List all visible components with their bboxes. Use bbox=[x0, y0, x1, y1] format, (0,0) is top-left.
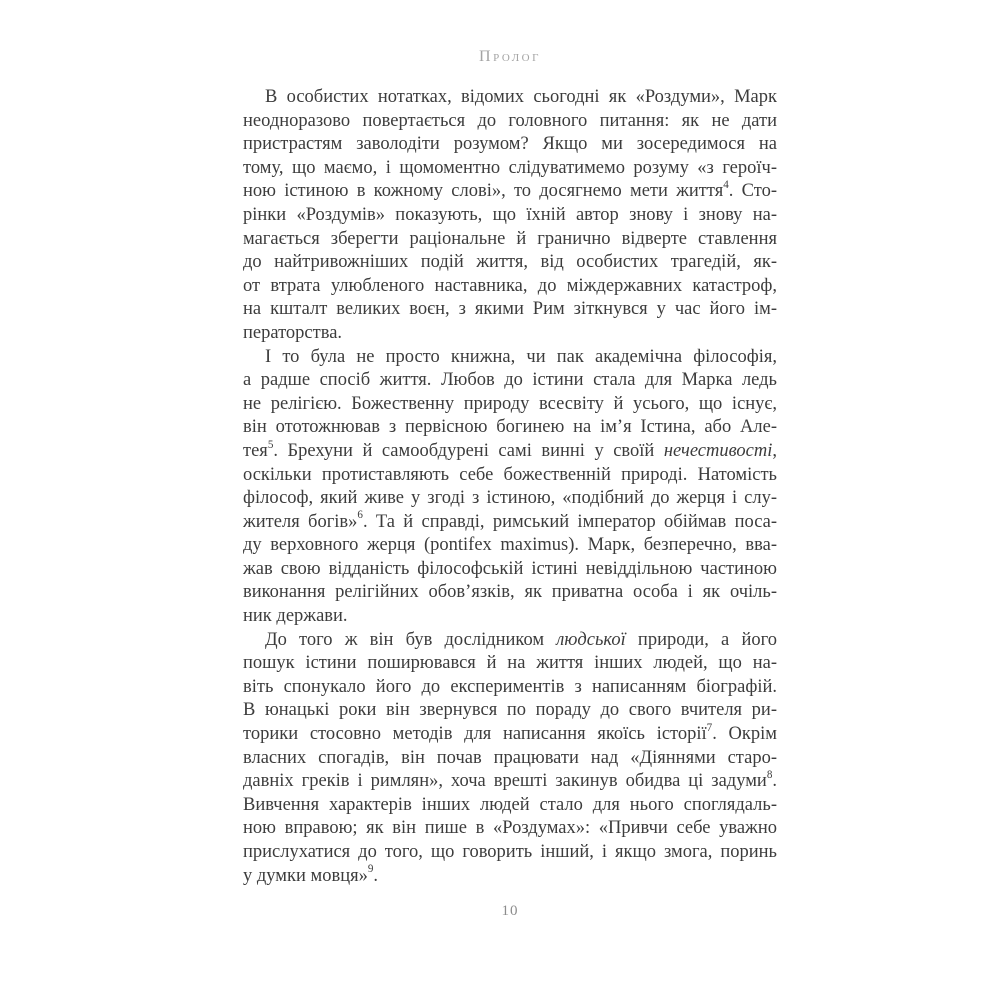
text-line: давніх греків і римлян», хоча врешті закинув обидва ці задуми$^8$. bbox=[243, 768, 777, 792]
text-line: на кшталт великих воєн, з якими Рим зіткнувся у час його ім- bbox=[243, 299, 777, 320]
text-line: ператорства. bbox=[243, 322, 343, 343]
text-line: філософ, який живе у згоді з істиною, «подібний до жерця і слу- bbox=[243, 488, 777, 509]
text-line: магається зберегти раціональне й гранично відверте ставлення bbox=[243, 228, 777, 249]
text-line: власних спогадів, він почав працювати над «Діяннями старо- bbox=[243, 747, 777, 768]
text-line: ною вправою; як він пише в «Роздумах»: «Привчи себе уважно bbox=[243, 818, 777, 839]
text-line: ник держави. bbox=[243, 606, 348, 627]
emphasis-text: нечестивості bbox=[663, 440, 773, 461]
text-line: оскільки протиставляють себе божественній природі. Натомість bbox=[243, 464, 777, 485]
text-line: от втрата улюбленого наставника, до міждержавних катастроф, bbox=[243, 275, 777, 296]
text-line: Вивчення характерів інших людей стало для нього споглядаль- bbox=[243, 794, 777, 815]
footnote-ref: 6 bbox=[357, 509, 363, 522]
footnote-ref: 7 bbox=[706, 721, 713, 734]
text-line: до найтривожніших подій життя, від особистих трагедій, як- bbox=[243, 252, 777, 273]
text-line: виконання релігійних обов’язків, як приватна особа і як очіль- bbox=[243, 582, 777, 603]
text-line: пристрастям заволодіти розумом? Якщо ми зосередимося на bbox=[243, 134, 777, 155]
text-line: у думки мовця»$^9$. bbox=[243, 863, 379, 886]
chapter-header: Пролог bbox=[479, 48, 541, 65]
text-line: а радше спосіб життя. Любов до істини стала для Марка ледь bbox=[243, 370, 777, 391]
text-line: торики стосовно методів для написання якоїсь історії$^7$. Окрім bbox=[243, 721, 777, 745]
footnote-ref: 5 bbox=[267, 438, 274, 451]
text-line: неодноразово повертається до головного питання: як не дати bbox=[243, 110, 777, 131]
text-line: він ототожнював з первісною богинею на ім’я Істина, або Але- bbox=[243, 417, 777, 438]
page-number: 10 bbox=[501, 903, 519, 919]
text-line: жителя богів»$^6$. Та й справді, римський імператор обіймав поса- bbox=[243, 509, 777, 532]
footnote-ref: 4 bbox=[723, 179, 729, 192]
text-line: тому, що маємо, і щомоментно слідуватимемо розуму «з героїч- bbox=[243, 157, 777, 178]
text-line: прислухатися до того, що говорить інший, і якщо змога, поринь bbox=[243, 842, 777, 862]
footnote-ref: 9 bbox=[367, 863, 374, 876]
text-line: В юнацькі роки він звернувся по пораду до свого вчителя ри- bbox=[243, 700, 777, 721]
text-column bbox=[243, 0, 777, 1000]
text-line: не релігією. Божественну природу всесвіту й усього, що існує, bbox=[243, 393, 777, 414]
text-line: В особистих нотатках, відомих сьогодні як «Роздуми», Марк bbox=[265, 87, 777, 107]
text-line: До того ж він був дослідником людської природи, а його bbox=[265, 629, 777, 650]
text-line: І то була не просто книжна, чи пак академічна філософія, bbox=[265, 346, 777, 367]
text-line: ною істиною в кожному слові», то досягнемо мети життя$^4$. Сто- bbox=[243, 179, 777, 202]
text-line: жав свою відданість філософській істині невіддільною частиною bbox=[243, 558, 777, 579]
text-line: ду верховного жерця (pontifex maximus). Марк, безперечно, вва- bbox=[243, 535, 777, 556]
footnote-ref: 8 bbox=[766, 768, 773, 781]
body-text bbox=[243, 86, 777, 888]
emphasis-text: людської bbox=[556, 629, 626, 650]
text-line: пошук істини поширювався й на життя інших людей, що на- bbox=[243, 653, 777, 674]
text-line: віть спонукало його до експериментів з написанням біографій. bbox=[243, 676, 777, 697]
text-line: тея$^5$. Брехуни й самообдурені самі винні у своїй нечестивості, bbox=[243, 438, 777, 461]
text-line: рінки «Роздумів» показують, що їхній автор знову і знову на- bbox=[243, 204, 777, 225]
